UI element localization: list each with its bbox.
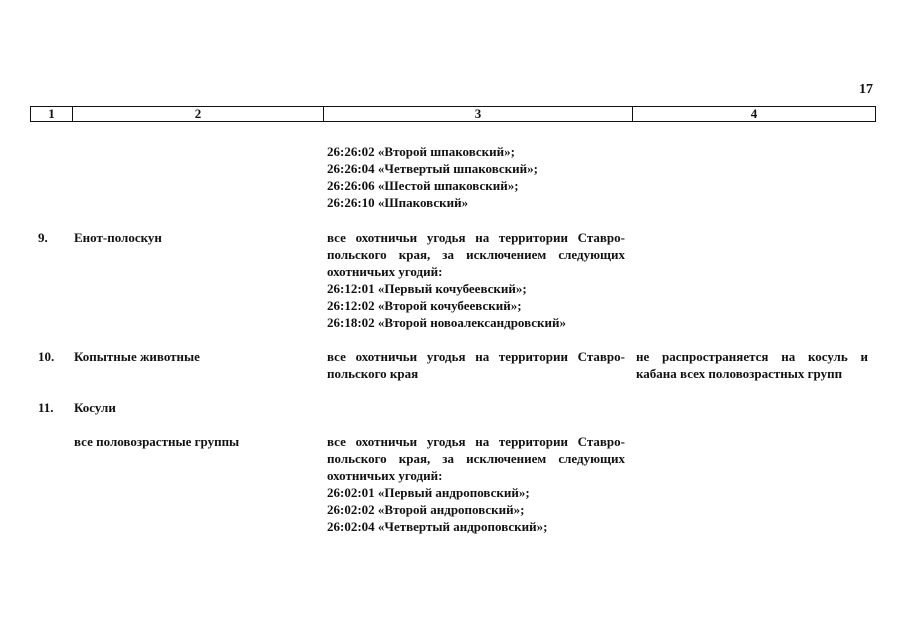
row11-area — [327, 433, 625, 535]
text-line: 26:26:06 «Шестой шпаковский»; — [327, 178, 519, 193]
text-line: 26:26:10 «Шпаковский» — [327, 195, 469, 210]
row9-name: Енот-полоскун — [74, 230, 162, 245]
continuation-area — [327, 143, 625, 211]
row10-name: Копытные животные — [74, 349, 200, 364]
row9-area — [327, 229, 625, 331]
row10-number: 10. — [38, 349, 55, 364]
header-col-2: 2 — [73, 107, 324, 121]
header-col-1: 1 — [31, 107, 73, 121]
row11-name: Косули — [74, 400, 116, 415]
text-line: 26:02:02 «Второй андроповский»; — [327, 502, 525, 517]
table-header — [30, 106, 876, 122]
text-line: кабана всех половозрастных групп — [636, 366, 843, 381]
text-line: охотничьих угодий: — [327, 468, 443, 483]
text-line: 26:12:01 «Первый кочубеевский»; — [327, 281, 527, 296]
text-line: 26:26:04 «Четвертый шпаковский»; — [327, 161, 538, 176]
text-line: все охотничьи угодья на территории Ставро- — [327, 349, 625, 364]
header-col-3: 3 — [324, 107, 633, 121]
text-line: 26:26:02 «Второй шпаковский»; — [327, 144, 515, 159]
text-line: 26:18:02 «Второй новоалександровский» — [327, 315, 567, 330]
page-number: 17 — [859, 82, 873, 97]
text-line: все охотничьи угодья на территории Ставро- — [327, 434, 625, 449]
row9-number: 9. — [38, 230, 48, 245]
text-line: не распространяется на косуль и — [636, 349, 868, 364]
header-col-4: 4 — [750, 106, 758, 121]
text-line: все охотничьи угодья на территории Ставро- — [327, 230, 625, 245]
text-line: польского края, за исключением следующих — [327, 451, 625, 466]
text-line: 26:12:02 «Второй кочубеевский»; — [327, 298, 522, 313]
row10-area — [327, 348, 625, 382]
text-line: 26:02:01 «Первый андроповский»; — [327, 485, 530, 500]
row11-number: 11. — [38, 400, 54, 415]
row10-note — [636, 348, 868, 382]
text-line: польского края — [327, 366, 419, 381]
row11-subname: все половозрастные группы — [74, 434, 240, 449]
text-line: польского края, за исключением следующих — [327, 247, 625, 262]
text-line: охотничьих угодий: — [327, 264, 443, 279]
text-line: 26:02:04 «Четвертый андроповский»; — [327, 519, 548, 534]
